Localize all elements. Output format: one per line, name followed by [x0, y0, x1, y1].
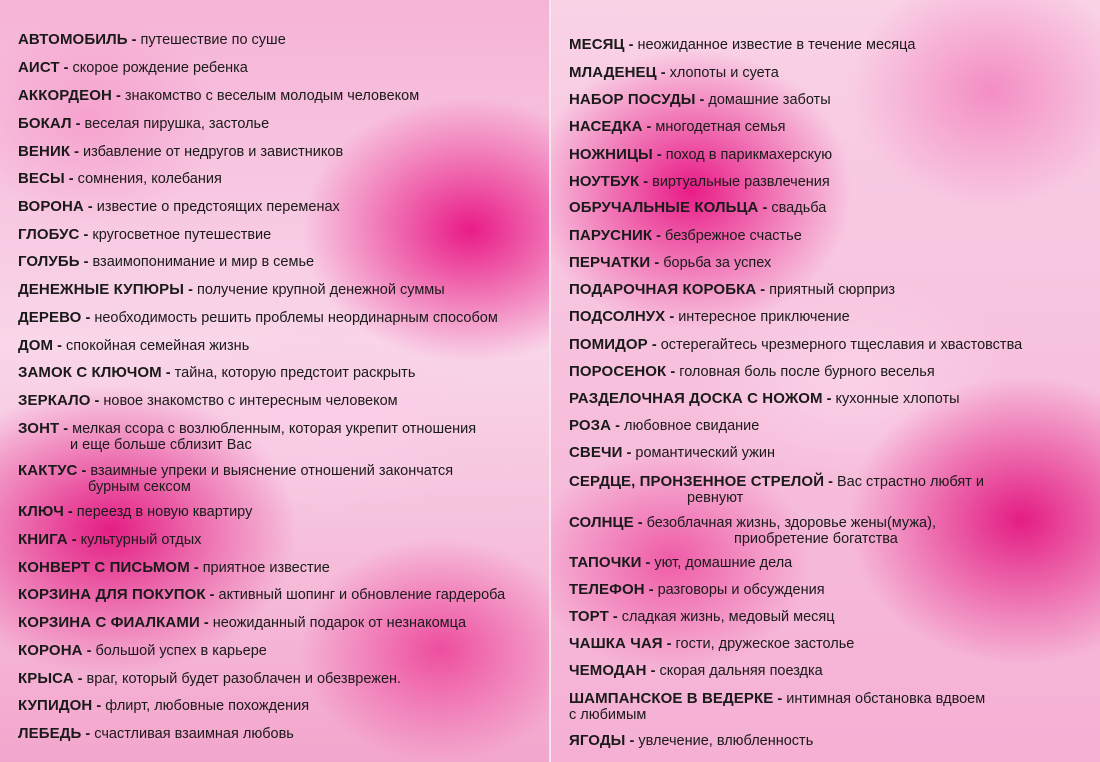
entry-meaning: борьба за успех [663, 255, 772, 271]
entry-meaning: флирт, любовные похождения [105, 698, 310, 714]
entry-term: КОРЗИНА С ФИАЛКАМИ [18, 614, 200, 631]
right-list-item [569, 147, 832, 163]
left-list-item [18, 227, 271, 243]
right-list-item [569, 37, 916, 53]
entry-meaning-continuation: ревнуют [687, 490, 744, 506]
entry-separator: - [642, 119, 656, 135]
entry-term: КУПИДОН [18, 697, 93, 714]
left-list-item [18, 171, 222, 187]
entry-separator: - [695, 92, 709, 108]
entry-meaning-continuation: с любимым [569, 707, 647, 723]
entry-separator: - [624, 37, 638, 53]
entry-term: ЯГОДЫ [569, 732, 626, 749]
entry-term: АИСТ [18, 59, 60, 76]
entry-term: КЛЮЧ [18, 503, 64, 520]
entry-term: СОЛНЦЕ [569, 514, 634, 531]
entry-term: РОЗА [569, 417, 612, 434]
right-column [551, 0, 1100, 762]
entry-separator: - [73, 671, 87, 687]
entry-term: КОРОНА [18, 642, 83, 659]
right-list-item [569, 92, 831, 108]
right-list-item [569, 418, 759, 434]
right-list-item [569, 337, 1022, 353]
entry-meaning: безбрежное счастье [665, 228, 802, 244]
left-list-item [18, 116, 269, 132]
right-list-item [569, 200, 826, 216]
entry-term: КНИГА [18, 531, 68, 548]
entry-term: СЕРДЦЕ, ПРОНЗЕННОЕ СТРЕЛОЙ [569, 473, 825, 490]
entry-term: НАСЕДКА [569, 118, 643, 135]
entry-separator: - [127, 32, 141, 48]
entry-meaning-continuation: и еще больше сблизит Вас [70, 437, 252, 453]
entry-meaning: увлечение, влюбленность [638, 733, 814, 749]
right-list-item [569, 733, 813, 749]
entry-meaning: интересное приключение [678, 309, 850, 325]
entry-term: ЧАШКА ЧАЯ [569, 635, 663, 652]
entry-meaning: кругосветное путешествие [92, 227, 272, 243]
entry-meaning: кухонные хлопоты [835, 391, 960, 407]
right-list-item [569, 174, 830, 190]
entry-term: АККОРДЕОН [18, 87, 112, 104]
entry-meaning: виртуальные развлечения [652, 174, 830, 190]
entry-separator: - [53, 338, 67, 354]
entry-separator: - [656, 65, 670, 81]
entry-meaning: известие о предстоящих переменах [96, 199, 340, 215]
left-list-item [18, 60, 248, 76]
entry-term: АВТОМОБИЛЬ [18, 31, 128, 48]
entry-term: ДЕРЕВО [18, 309, 82, 326]
entry-separator: - [650, 255, 664, 271]
entry-meaning: разговоры и обсуждения [657, 582, 825, 598]
entry-separator: - [662, 636, 676, 652]
entry-meaning: мелкая ссора с возлюбленным, которая укрепит отношения [72, 421, 477, 437]
entry-meaning: сомнения, колебания [77, 171, 222, 187]
entry-term: ШАМПАНСКОЕ В ВЕДЕРКЕ [569, 690, 774, 707]
entry-term: ЗАМОК С КЛЮЧОМ [18, 364, 162, 381]
entry-term: ПОДАРОЧНАЯ КОРОБКА [569, 281, 757, 298]
entry-separator: - [111, 88, 125, 104]
left-list-item [18, 532, 201, 548]
entry-meaning: необходимость решить проблемы неординарным способом [94, 310, 498, 326]
entry-separator: - [822, 391, 836, 407]
left-list-item [18, 560, 330, 576]
entry-meaning-continuation: бурным сексом [88, 479, 191, 495]
entry-term: НОУТБУК [569, 173, 640, 190]
left-list-item [18, 615, 466, 631]
entry-meaning: приятный сюрприз [769, 282, 896, 298]
entry-term: ДЕНЕЖНЫЕ КУПЮРЫ [18, 281, 185, 298]
entry-meaning: уют, домашние дела [654, 555, 793, 571]
entry-meaning: враг, который будет разоблачен и обезврежен. [86, 671, 402, 687]
entry-separator: - [758, 200, 772, 216]
right-list-item [569, 364, 935, 380]
left-list-item [18, 310, 498, 326]
entry-separator: - [67, 532, 81, 548]
entry-meaning: путешествие по суше [140, 32, 286, 48]
left-list-item [18, 88, 419, 104]
entry-separator: - [666, 364, 680, 380]
entry-separator: - [199, 615, 213, 631]
entry-meaning: сладкая жизнь, медовый месяц [621, 609, 835, 625]
entry-separator: - [622, 445, 636, 461]
entry-meaning: многодетная семья [655, 119, 786, 135]
entry-meaning: получение крупной денежной суммы [196, 282, 445, 298]
entry-separator: - [77, 463, 91, 479]
entry-meaning: знакомство с веселым молодым человеком [124, 88, 420, 104]
entry-term: ЗЕРКАЛО [18, 392, 91, 409]
entry-meaning: любовное свидание [624, 418, 760, 434]
entry-separator: - [82, 643, 96, 659]
entry-separator: - [641, 555, 655, 571]
entry-term: МЕСЯЦ [569, 36, 625, 53]
entry-meaning: веселая пирушка, застолье [84, 116, 270, 132]
left-list-item [18, 282, 445, 298]
entry-meaning: большой успех в карьере [95, 643, 267, 659]
entry-meaning: переезд в новую квартиру [76, 504, 253, 520]
entry-separator: - [184, 282, 197, 298]
entry-term: ГЛОБУС [18, 226, 80, 243]
right-list-item [569, 255, 771, 271]
left-list-item [18, 144, 343, 160]
entry-separator: - [639, 174, 653, 190]
entry-meaning: романтический ужин [635, 445, 775, 461]
right-list-item [569, 309, 850, 325]
entry-separator: - [756, 282, 770, 298]
entry-meaning: Вас страстно любят и [836, 474, 984, 490]
entry-separator: - [665, 309, 679, 325]
entry-separator: - [71, 116, 85, 132]
entry-term: ОБРУЧАЛЬНЫЕ КОЛЬЦА [569, 199, 759, 216]
entry-separator: - [63, 504, 77, 520]
entry-separator: - [652, 147, 666, 163]
entry-term: КАКТУС [18, 462, 78, 479]
entry-separator: - [59, 421, 73, 437]
entry-separator: - [625, 733, 639, 749]
entry-separator: - [189, 560, 203, 576]
entry-meaning: поход в парикмахерскую [665, 147, 833, 163]
entry-term: БОКАЛ [18, 115, 72, 132]
right-list-item [569, 474, 984, 506]
entry-term: НОЖНИЦЫ [569, 146, 653, 163]
entry-term: ТОРТ [569, 608, 609, 625]
entry-separator: - [633, 515, 647, 531]
entry-term: ВЕНИК [18, 143, 71, 160]
entry-meaning: новое знакомство с интересным человеком [103, 393, 398, 409]
entry-separator: - [644, 582, 658, 598]
entry-term: РАЗДЕЛОЧНАЯ ДОСКА С НОЖОМ [569, 390, 823, 407]
entry-separator: - [64, 171, 78, 187]
entry-meaning-continuation: приобретение богатства [734, 531, 898, 547]
entry-term: МЛАДЕНЕЦ [569, 64, 657, 81]
entry-separator: - [90, 393, 104, 409]
left-list-item [18, 199, 340, 215]
entry-term: ПОМИДОР [569, 336, 648, 353]
entry-term: НАБОР ПОСУДЫ [569, 91, 696, 108]
entry-term: ТЕЛЕФОН [569, 581, 645, 598]
entry-term: ДОМ [18, 337, 54, 354]
entry-separator: - [161, 365, 175, 381]
entry-term: ВЕСЫ [18, 170, 65, 187]
entry-separator: - [79, 227, 93, 243]
entry-separator: - [83, 199, 97, 215]
entry-separator: - [70, 144, 83, 160]
left-list-item [18, 32, 286, 48]
entry-meaning: избавление от недругов и завистников [83, 144, 344, 160]
entry-term: ПОРОСЕНОК [569, 363, 667, 380]
left-list-item [18, 421, 476, 453]
left-list-item [18, 463, 453, 495]
left-list-item [18, 393, 398, 409]
entry-meaning: взаимопонимание и мир в семье [92, 254, 315, 270]
entry-meaning: неожиданное известие в течение месяца [637, 37, 916, 53]
entry-separator: - [646, 663, 660, 679]
entry-meaning: скорое рождение ребенка [72, 60, 248, 76]
entry-separator: - [81, 726, 95, 742]
left-list-item [18, 726, 294, 742]
entry-term: ЧЕМОДАН [569, 662, 647, 679]
entry-term: ЗОНТ [18, 420, 60, 437]
entry-separator: - [773, 691, 787, 707]
entry-term: СВЕЧИ [569, 444, 623, 461]
right-list-item [569, 65, 779, 81]
left-list-item [18, 587, 505, 603]
right-list-item [569, 119, 786, 135]
entry-meaning: безоблачная жизнь, здоровье жены(мужа), [646, 515, 936, 531]
entry-term: ПЕРЧАТКИ [569, 254, 651, 271]
entry-separator: - [611, 418, 624, 434]
entry-separator: - [608, 609, 622, 625]
entry-term: ЛЕБЕДЬ [18, 725, 82, 742]
left-list-item [18, 365, 415, 381]
entry-term: КРЫСА [18, 670, 74, 687]
left-column [0, 0, 549, 762]
entry-meaning: активный шопинг и обновление гардероба [218, 587, 506, 603]
entry-separator: - [647, 337, 661, 353]
left-list-item [18, 338, 249, 354]
entry-separator: - [59, 60, 73, 76]
entry-meaning: тайна, которую предстоит раскрыть [174, 365, 416, 381]
entry-separator: - [205, 587, 219, 603]
entry-meaning: головная боль после бурного веселья [679, 364, 935, 380]
entry-separator: - [81, 310, 95, 326]
entry-meaning: остерегайтесь чрезмерного тщеславия и хвастовства [660, 337, 1023, 353]
entry-meaning: спокойная семейная жизнь [66, 338, 250, 354]
entry-term: ГОЛУБЬ [18, 253, 80, 270]
left-list-item [18, 643, 267, 659]
entry-meaning: культурный отдых [80, 532, 202, 548]
entry-meaning: счастливая взаимная любовь [94, 726, 294, 742]
right-list-item [569, 663, 823, 679]
left-list-item [18, 254, 314, 270]
entry-term: ПАРУСНИК [569, 227, 653, 244]
right-list-item [569, 636, 854, 652]
right-list-item [569, 609, 835, 625]
entry-separator: - [79, 254, 93, 270]
entry-meaning: свадьба [771, 200, 827, 216]
entry-meaning: гости, дружеское застолье [675, 636, 855, 652]
right-list-item [569, 445, 775, 461]
entry-term: ПОДСОЛНУХ [569, 308, 666, 325]
entry-term: КОРЗИНА ДЛЯ ПОКУПОК [18, 586, 206, 603]
right-list-item [569, 228, 802, 244]
entry-term: ТАПОЧКИ [569, 554, 642, 571]
left-list-item [18, 698, 309, 714]
right-list-item [569, 391, 960, 407]
right-list-item [569, 582, 825, 598]
entry-term: ВОРОНА [18, 198, 84, 215]
entry-meaning: взаимные упреки и выяснение отношений закончатся [90, 463, 454, 479]
entry-meaning: скорая дальняя поездка [659, 663, 823, 679]
entry-term: КОНВЕРТ С ПИСЬМОМ [18, 559, 190, 576]
entry-separator: - [92, 698, 106, 714]
right-list-item [569, 555, 792, 571]
left-list-item [18, 671, 401, 687]
entry-meaning: хлопоты и суета [669, 65, 779, 81]
entry-separator: - [652, 228, 666, 244]
right-list-item [569, 282, 895, 298]
right-list-item [569, 515, 936, 547]
entry-meaning: приятное известие [202, 560, 330, 576]
entry-meaning: интимная обстановка вдвоем [786, 691, 986, 707]
entry-meaning: домашние заботы [708, 92, 831, 108]
right-list-item [569, 691, 985, 723]
entry-meaning: неожиданный подарок от незнакомца [212, 615, 467, 631]
entry-separator: - [824, 474, 837, 490]
left-list-item [18, 504, 252, 520]
